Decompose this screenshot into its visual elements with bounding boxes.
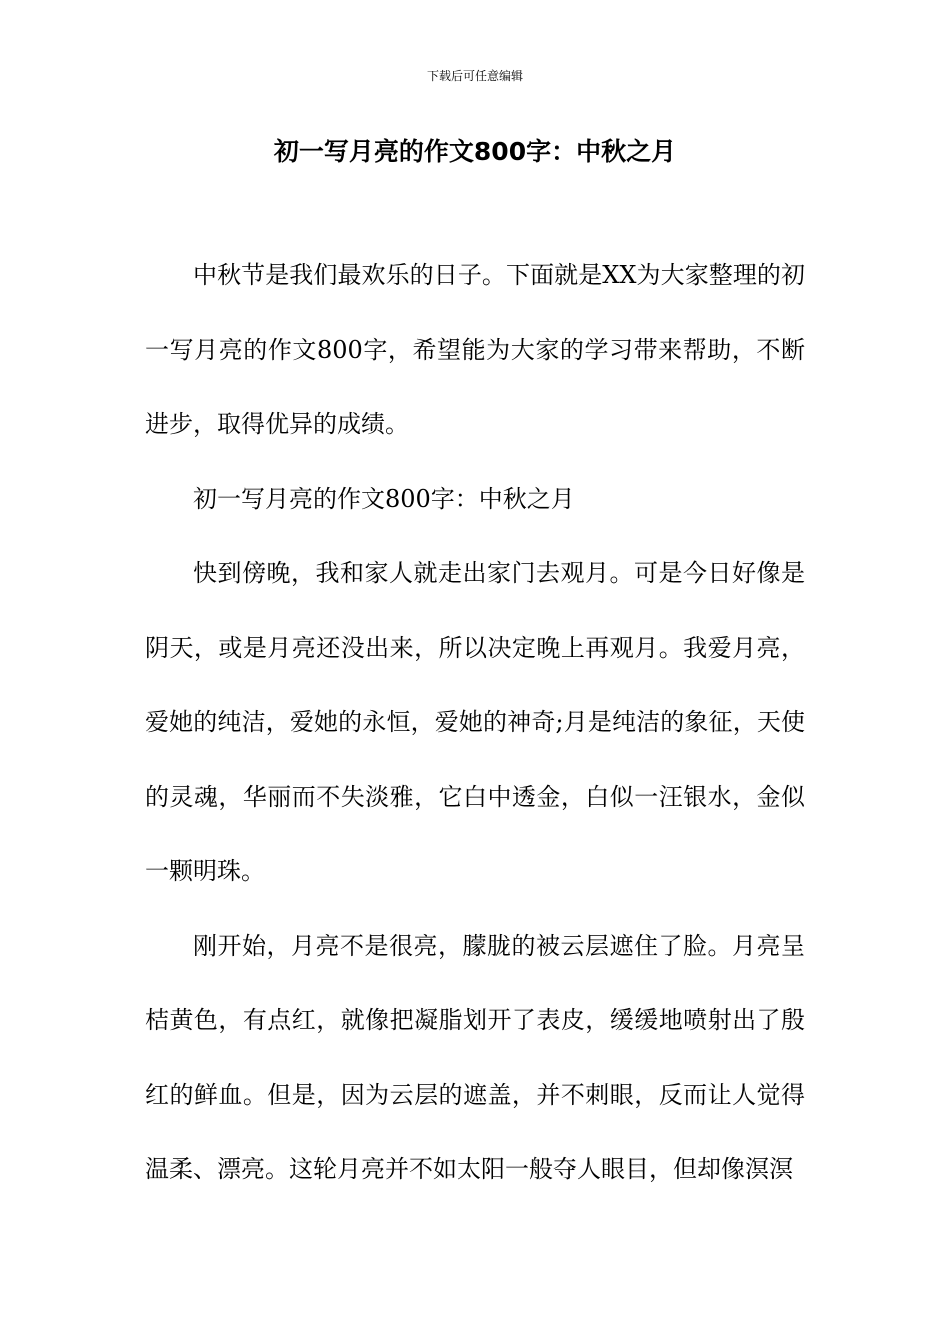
document-body [145,238,805,1207]
paragraph-moon-description: 刚开始，月亮不是很亮，朦胧的被云层遮住了脸。月亮呈桔黄色，有点红，就像把凝脂划开了表皮，缓缓地喷射出了殷红的鲜血。但是，因为云层的遮盖，并不刺眼，反而让人觉得温柔、漂亮。这轮月亮并不如太阳一般夺人眼目，但却像溟溟 [145,931,805,1183]
document-title: 初一写月亮的作文800字：中秋之月 [273,137,677,166]
paragraph-evening: 快到傍晚，我和家人就走出家门去观月。可是今日好像是阴天，或是月亮还没出来，所以决定晚上再观月。我爱月亮，爱她的纯洁，爱她的永恒，爱她的神奇;月是纯洁的象征，天使的灵魂，华丽而不失淡雅，它白中透金，白似一汪银水，金似一颗明珠。 [145,559,805,885]
paragraph-subtitle: 初一写月亮的作文800字：中秋之月 [193,484,575,513]
paragraph-intro: 中秋节是我们最欢乐的日子。下面就是XX为大家整理的初一写月亮的作文800字，希望能为大家的学习带来帮助，不断进步，取得优异的成绩。 [145,261,805,438]
header-note: 下载后可任意编辑 [426,69,523,83]
